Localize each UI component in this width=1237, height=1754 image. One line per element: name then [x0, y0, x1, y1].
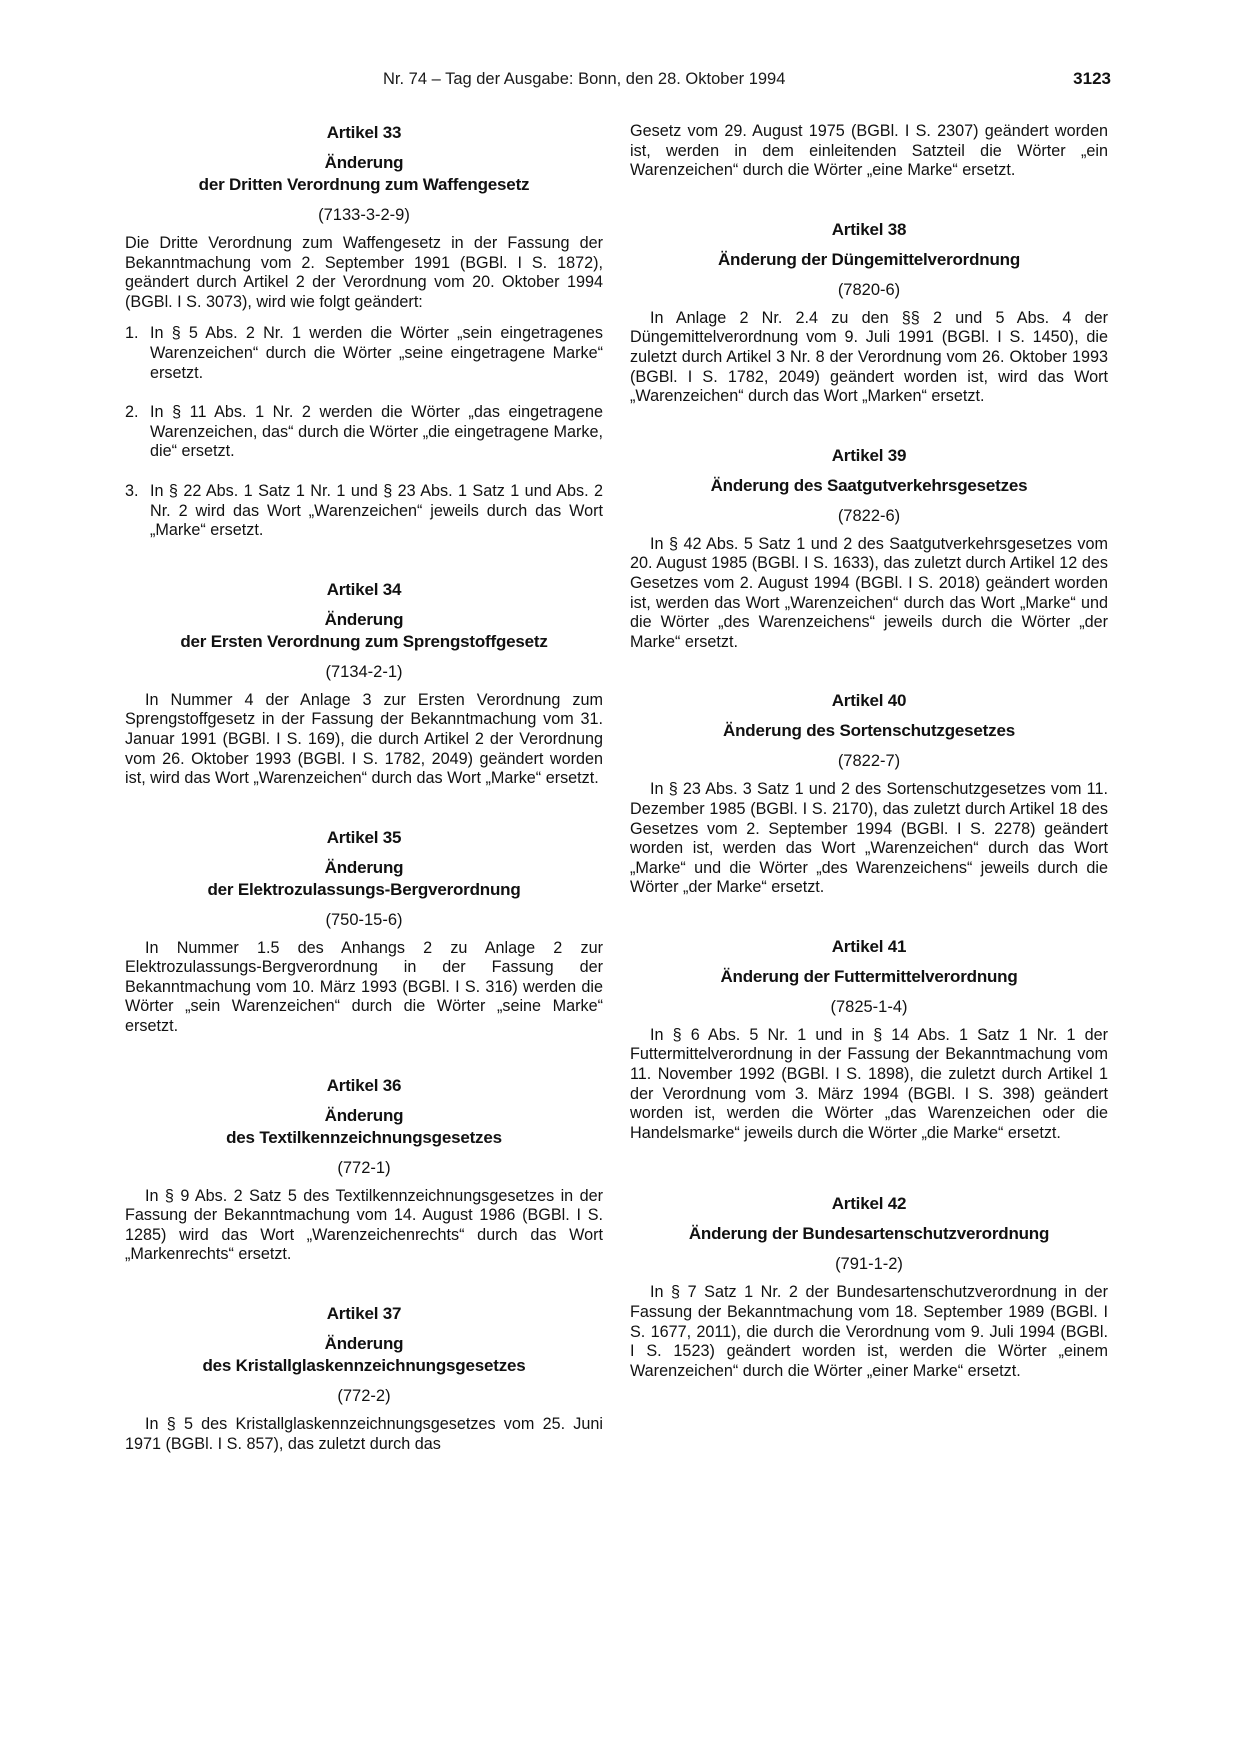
- article-heading: Änderung der Düngemittelverordnung: [717, 249, 1021, 269]
- article-heading: Änderung des Sortenschutzgesetzes: [723, 721, 1015, 741]
- list-text: In § 11 Abs. 1 Nr. 2 werden die Wörter „das eingetragene Warenzeichen, das“ durch die Wörter „die eingetragene Marke, die“ ersetzt.: [150, 403, 603, 461]
- article-code: (7820-6): [837, 280, 901, 299]
- article-body: In § 9 Abs. 2 Satz 5 des Textilkennzeichnungsgesetzes in der Fassung der Bekanntmachung vom 14. August 1986 (BGBl. I S. 1285) wird das Wort „Warenzeichenrechts“ durch das Wort „Markenrechts“ ersetzt.: [125, 1186, 603, 1264]
- article-body: In Anlage 2 Nr. 2.4 zu den §§ 2 und 5 Abs. 4 der Düngemittelverordnung vom 9. Juli 1991 (BGBl. I S. 1450), die zuletzt durch Artikel 3 Nr. 8 der Verordnung vom 26. Oktober 1993 (BGBl. I S. 1782, 2049) geändert worden ist, wird das Wort „Warenzeichen“ durch das Wort „Marken“ ersetzt.: [630, 308, 1108, 406]
- article-title: Artikel 35: [326, 827, 402, 847]
- list-number: 3.: [125, 481, 139, 500]
- article-35: [125, 827, 603, 1037]
- article-code: (7134-2-1): [325, 662, 403, 681]
- article-code: (791-1-2): [835, 1255, 903, 1274]
- article-code: (7133-3-2-9): [318, 206, 410, 224]
- issue-info: Nr. 74 – Tag der Ausgabe: Bonn, den 28. Oktober 1994: [383, 70, 786, 88]
- article-heading: Änderung des Textilkennzeichnungsgesetzes: [226, 1105, 502, 1147]
- list-item: [125, 482, 603, 541]
- article-heading: Änderung des Kristallglaskennzeichnungsgesetzes: [202, 1334, 526, 1376]
- article-heading: Änderung der Elektrozulassungs-Bergverordnung: [207, 857, 521, 899]
- page-number: 3123: [1073, 69, 1111, 88]
- article-code: (7822-7): [837, 752, 901, 771]
- article-title: Artikel 41: [831, 936, 907, 956]
- article-39: [630, 445, 1108, 653]
- article-title: Artikel 38: [831, 219, 907, 239]
- article-body: In Nummer 1.5 des Anhangs 2 zu Anlage 2 zur Elektrozulassungs-Bergverordnung in der Fassung der Bekanntmachung vom 10. März 1993 (BGBl. I S. 316) werden die Wörter „sein Warenzeichen“ durch die Wörter „seine Marke“ ersetzt.: [125, 938, 603, 1036]
- article-38: [630, 219, 1108, 407]
- article-title: Artikel 42: [831, 1194, 907, 1214]
- article-code: (772-2): [337, 1387, 391, 1406]
- article-title: Artikel 34: [326, 579, 402, 599]
- list-text: In § 5 Abs. 2 Nr. 1 werden die Wörter „sein eingetragenes Warenzeichen“ durch die Wörter „seine eingetragene Marke“ ersetzt.: [150, 324, 603, 382]
- list-text: In § 22 Abs. 1 Satz 1 Nr. 1 und § 23 Abs. 1 Satz 1 und Abs. 2 Nr. 2 wird das Wort „Warenzeichen“ jeweils durch das Wort „Marke“ ersetzt.: [150, 481, 603, 540]
- article-title: Artikel 40: [831, 691, 907, 711]
- article-body: In § 42 Abs. 5 Satz 1 und 2 des Saatgutverkehrsgesetzes vom 20. August 1985 (BGBl. I S. 1633), das zuletzt durch Artikel 12 des Gesetzes vom 2. August 1994 (BGBl. I S. 2018) geändert worden ist, werden das Wort „Warenzeichen“ durch das Wort „Marke“ und die Wörter „des Warenzeichens“ jeweils durch die Wörter „der Marke“ ersetzt.: [630, 534, 1108, 651]
- article-title: Artikel 39: [831, 445, 907, 465]
- list-item: [125, 403, 603, 462]
- article-title: Artikel 36: [326, 1075, 402, 1095]
- list-number: 2.: [125, 403, 139, 422]
- article-body: In § 5 des Kristallglaskennzeichnungsgesetzes vom 25. Juni 1971 (BGBl. I S. 857), das zuletzt durch das: [125, 1415, 603, 1453]
- article-code: (7825-1-4): [830, 997, 908, 1016]
- article-heading: Änderung der Ersten Verordnung zum Sprengstoffgesetz: [180, 609, 548, 651]
- article-37-continued: [630, 122, 1108, 181]
- article-heading: Änderung der Futtermittelverordnung: [720, 966, 1018, 986]
- article-body: In Nummer 4 der Anlage 3 zur Ersten Verordnung zum Sprengstoffgesetz in der Fassung der Bekanntmachung vom 31. Januar 1991 (BGBl. I S. 169), die durch Artikel 2 der Verordnung vom 26. Oktober 1993 (BGBl. I S. 1782, 2049) geändert worden ist, wird das Wort „Warenzeichen“ durch das Wort „Marke“ ersetzt.: [125, 690, 603, 788]
- article-heading: Änderung der Dritten Verordnung zum Waffengesetz: [198, 153, 530, 194]
- article-33: [125, 122, 603, 541]
- article-title: Artikel 33: [326, 123, 402, 142]
- list-number: 1.: [125, 324, 139, 343]
- page-header: [0, 70, 1237, 94]
- article-body: In § 6 Abs. 5 Nr. 1 und in § 14 Abs. 1 Satz 1 Nr. 1 der Futtermittelverordnung in der Fassung der Bekanntmachung vom 11. November 1992 (BGBl. I S. 1898), die zuletzt durch Artikel 1 der Verordnung vom 3. März 1994 (BGBl. I S. 398) geändert worden ist, werden die Wörter „das Warenzeichen oder die Handelsmarke“ jeweils durch die Wörter „die Marke“ ersetzt.: [630, 1025, 1108, 1142]
- article-41: [630, 936, 1108, 1144]
- article-37: [125, 1303, 603, 1454]
- article-36: [125, 1075, 603, 1265]
- article-body: Gesetz vom 29. August 1975 (BGBl. I S. 2307) geändert worden ist, werden in dem einleitenden Satzteil die Wörter „ein Warenzeichen“ durch die Wörter „eine Marke“ ersetzt.: [630, 122, 1108, 180]
- article-heading: Änderung des Saatgutverkehrsgesetzes: [710, 475, 1028, 495]
- article-body: Die Dritte Verordnung zum Waffengesetz in der Fassung der Bekanntmachung vom 2. September 1991 (BGBl. I S. 1872), geändert durch Artikel 2 der Verordnung vom 20. Oktober 1994 (BGBl. I S. 3073), wird wie folgt geändert:: [125, 234, 603, 311]
- article-body: In § 7 Satz 1 Nr. 2 der Bundesartenschutzverordnung in der Fassung der Bekanntmachung vom 18. September 1989 (BGBl. I S. 1677, 2011), die durch die Verordnung vom 9. Juli 1994 (BGBl. I S. 1523) geändert worden ist, werden die Wörter „einem Warenzeichen“ durch die Wörter „einer Marke“ ersetzt.: [630, 1283, 1108, 1380]
- article-code: (7822-6): [837, 506, 901, 525]
- article-code: (750-15-6): [325, 910, 403, 929]
- article-42: [630, 1193, 1108, 1381]
- article-34: [125, 579, 603, 789]
- right-column: [630, 122, 1108, 1381]
- article-title: Artikel 37: [326, 1304, 402, 1324]
- article-40: [630, 690, 1108, 898]
- list-item: [125, 324, 603, 383]
- left-column: [125, 122, 603, 1454]
- article-code: (772-1): [337, 1158, 391, 1177]
- article-heading: Änderung der Bundesartenschutzverordnung: [688, 1224, 1050, 1244]
- article-body: In § 23 Abs. 3 Satz 1 und 2 des Sortenschutzgesetzes vom 11. Dezember 1985 (BGBl. I S. 2170), das zuletzt durch Artikel 18 des Gesetzes vom 2. September 1994 (BGBl. I S. 2278) geändert worden ist, werden das Wort „Warenzeichen“ durch das Wort „Marke“ und die Wörter „des Warenzeichens“ jeweils durch die Wörter „der Marke“ ersetzt.: [630, 780, 1108, 897]
- amendment-list: [125, 324, 603, 540]
